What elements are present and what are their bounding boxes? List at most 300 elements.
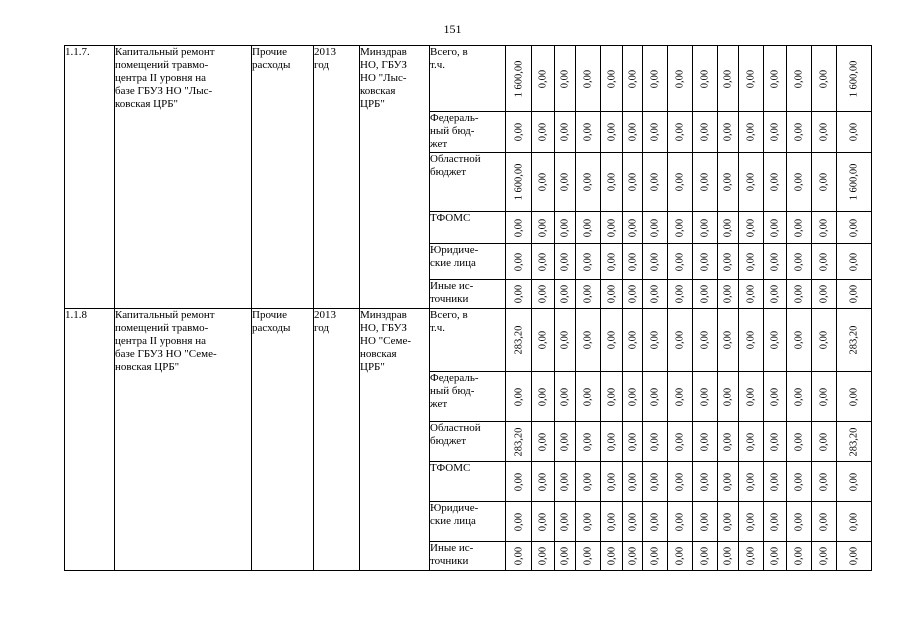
value-cell: [555, 422, 576, 462]
value-text: 0,00: [793, 218, 805, 237]
value-cell: [623, 280, 643, 309]
value-cell: [718, 462, 739, 502]
value-cell: [506, 422, 532, 462]
table-row: [65, 46, 872, 112]
value-text: 0,00: [559, 69, 571, 88]
entry-year: 2013 год: [314, 309, 360, 571]
value-text: 0,00: [793, 432, 805, 451]
value-cell: [576, 112, 601, 153]
value-text: 0,00: [559, 512, 571, 531]
value-cell: [643, 422, 668, 462]
value-text: 0,00: [699, 512, 711, 531]
value-text: 0,00: [537, 284, 549, 304]
value-text: 0,00: [559, 252, 571, 271]
value-text: 0,00: [627, 122, 638, 142]
value-text: 0,00: [606, 512, 617, 531]
value-cell: [506, 372, 532, 422]
value-cell: [787, 244, 812, 280]
value-text: 0,00: [582, 252, 594, 271]
entry-executor: Минздрав НО, ГБУЗ НО "Лыс- ковская ЦРБ": [360, 46, 430, 309]
value-cell: [718, 372, 739, 422]
value-text: 0,00: [793, 512, 805, 531]
value-cell: [787, 212, 812, 244]
value-text: 0,00: [769, 472, 781, 491]
value-cell: [601, 502, 623, 542]
value-cell: [668, 462, 693, 502]
value-text: 0,00: [674, 218, 686, 237]
value-cell: [812, 153, 837, 212]
value-text: 0,00: [818, 330, 830, 350]
value-cell: [532, 542, 555, 571]
value-cell: [555, 112, 576, 153]
value-text: 1 600,00: [513, 163, 524, 201]
value-cell: [764, 280, 787, 309]
value-cell: [837, 153, 872, 212]
value-cell: [668, 422, 693, 462]
value-text: 0,00: [818, 284, 830, 304]
value-text: 0,00: [606, 330, 617, 350]
value-cell: [623, 212, 643, 244]
value-cell: [837, 46, 872, 112]
value-cell: [623, 112, 643, 153]
value-text: 0,00: [745, 172, 757, 192]
value-cell: [532, 112, 555, 153]
value-cell: [764, 46, 787, 112]
value-cell: [576, 372, 601, 422]
value-cell: [718, 112, 739, 153]
value-cell: [532, 46, 555, 112]
value-cell: [601, 280, 623, 309]
value-cell: [739, 542, 764, 571]
value-text: 0,00: [745, 69, 757, 88]
value-text: 0,00: [606, 218, 617, 237]
value-cell: [837, 462, 872, 502]
value-cell: [787, 46, 812, 112]
value-text: 0,00: [627, 69, 638, 88]
value-cell: [532, 422, 555, 462]
value-text: 0,00: [745, 387, 757, 406]
expense-type: Прочие расходы: [252, 309, 314, 571]
value-cell: [787, 280, 812, 309]
value-text: 0,00: [699, 330, 711, 350]
value-cell: [506, 280, 532, 309]
value-text: 0,00: [722, 472, 734, 491]
value-cell: [837, 244, 872, 280]
value-cell: [693, 212, 718, 244]
value-cell: [718, 309, 739, 372]
value-cell: [764, 542, 787, 571]
value-cell: [693, 462, 718, 502]
value-text: 0,00: [606, 172, 617, 192]
value-text: 0,00: [674, 284, 686, 304]
value-text: 0,00: [649, 252, 661, 271]
value-text: 283,20: [848, 325, 860, 355]
value-cell: [764, 153, 787, 212]
value-text: 0,00: [793, 69, 805, 88]
value-cell: [739, 462, 764, 502]
value-text: 0,00: [649, 218, 661, 237]
value-cell: [668, 309, 693, 372]
value-text: 0,00: [699, 387, 711, 406]
value-text: 0,00: [722, 122, 734, 142]
value-text: 0,00: [627, 546, 638, 566]
value-text: 283,20: [513, 427, 524, 456]
value-cell: [601, 244, 623, 280]
value-text: 0,00: [699, 284, 711, 304]
value-cell: [764, 309, 787, 372]
value-text: 0,00: [537, 218, 549, 237]
value-text: 0,00: [674, 432, 686, 451]
value-cell: [787, 462, 812, 502]
value-cell: [739, 280, 764, 309]
value-text: 0,00: [848, 512, 860, 531]
entry-name: Капитальный ремонт помещений травмо- центра II уровня на базе ГБУЗ НО "Лыс- ковская ЦРБ": [115, 46, 252, 309]
value-cell: [506, 309, 532, 372]
value-text: 0,00: [745, 122, 757, 142]
value-text: 0,00: [537, 472, 549, 491]
value-text: 0,00: [627, 252, 638, 271]
value-cell: [718, 280, 739, 309]
value-text: 0,00: [537, 69, 549, 88]
value-text: 0,00: [513, 546, 524, 566]
value-cell: [812, 502, 837, 542]
value-text: 0,00: [606, 546, 617, 566]
value-text: 0,00: [699, 122, 711, 142]
value-text: 0,00: [699, 546, 711, 566]
value-cell: [718, 244, 739, 280]
value-cell: [837, 280, 872, 309]
value-text: 0,00: [627, 387, 638, 406]
value-text: 0,00: [722, 330, 734, 350]
value-cell: [668, 212, 693, 244]
value-cell: [623, 502, 643, 542]
funding-source-label: ТФОМС: [430, 212, 506, 244]
value-text: 0,00: [722, 432, 734, 451]
value-text: 0,00: [769, 432, 781, 451]
value-cell: [812, 46, 837, 112]
value-cell: [576, 542, 601, 571]
value-text: 0,00: [537, 512, 549, 531]
value-cell: [668, 542, 693, 571]
value-cell: [623, 309, 643, 372]
value-text: 0,00: [537, 172, 549, 192]
value-text: 0,00: [649, 546, 661, 566]
value-cell: [643, 46, 668, 112]
value-cell: [643, 309, 668, 372]
value-text: 0,00: [722, 512, 734, 531]
value-cell: [576, 153, 601, 212]
value-cell: [643, 462, 668, 502]
value-text: 0,00: [769, 122, 781, 142]
value-text: 0,00: [793, 330, 805, 350]
value-cell: [693, 244, 718, 280]
value-cell: [718, 212, 739, 244]
value-cell: [601, 46, 623, 112]
value-text: 0,00: [674, 472, 686, 491]
value-cell: [532, 502, 555, 542]
value-cell: [812, 309, 837, 372]
value-cell: [668, 244, 693, 280]
value-cell: [555, 462, 576, 502]
funding-source-label: Юридиче- ские лица: [430, 244, 506, 280]
value-text: 0,00: [582, 387, 594, 406]
value-cell: [668, 502, 693, 542]
value-cell: [812, 212, 837, 244]
value-cell: [693, 280, 718, 309]
value-cell: [837, 372, 872, 422]
value-text: 0,00: [848, 218, 860, 237]
value-text: 0,00: [699, 218, 711, 237]
value-cell: [576, 244, 601, 280]
value-text: 1 600,00: [513, 60, 524, 97]
value-text: 0,00: [848, 252, 860, 271]
value-cell: [739, 502, 764, 542]
value-text: 0,00: [649, 387, 661, 406]
value-text: 0,00: [649, 284, 661, 304]
value-text: 0,00: [745, 432, 757, 451]
value-cell: [506, 46, 532, 112]
value-text: 0,00: [818, 218, 830, 237]
value-cell: [643, 112, 668, 153]
funding-source-label: Федераль- ный бюд- жет: [430, 112, 506, 153]
value-cell: [668, 280, 693, 309]
value-cell: [576, 46, 601, 112]
value-text: 0,00: [582, 122, 594, 142]
value-cell: [506, 112, 532, 153]
page-number: 151: [443, 22, 462, 36]
value-text: 0,00: [848, 284, 860, 304]
value-cell: [576, 212, 601, 244]
value-text: 0,00: [818, 69, 830, 88]
value-cell: [764, 112, 787, 153]
value-cell: [693, 502, 718, 542]
value-text: 0,00: [769, 69, 781, 88]
value-cell: [668, 372, 693, 422]
value-cell: [601, 112, 623, 153]
value-cell: [718, 422, 739, 462]
value-cell: [532, 462, 555, 502]
value-text: 0,00: [674, 172, 686, 192]
funding-source-label: Федераль- ный бюд- жет: [430, 372, 506, 422]
value-text: 0,00: [513, 252, 524, 271]
value-cell: [693, 46, 718, 112]
funding-source-label: Областной бюджет: [430, 153, 506, 212]
value-text: 0,00: [559, 472, 571, 491]
value-text: 0,00: [559, 122, 571, 142]
value-cell: [668, 112, 693, 153]
value-cell: [601, 422, 623, 462]
value-text: 0,00: [559, 284, 571, 304]
value-text: 0,00: [559, 218, 571, 237]
value-text: 0,00: [649, 512, 661, 531]
value-text: 0,00: [848, 546, 860, 566]
value-cell: [812, 112, 837, 153]
value-cell: [812, 280, 837, 309]
value-text: 0,00: [745, 512, 757, 531]
value-text: 0,00: [537, 432, 549, 451]
value-cell: [576, 502, 601, 542]
value-cell: [555, 502, 576, 542]
value-cell: [601, 462, 623, 502]
value-cell: [576, 309, 601, 372]
value-text: 0,00: [627, 432, 638, 451]
value-cell: [739, 372, 764, 422]
value-cell: [739, 212, 764, 244]
value-text: 0,00: [745, 252, 757, 271]
table-row: [65, 309, 872, 372]
value-text: 0,00: [559, 546, 571, 566]
value-text: 0,00: [793, 472, 805, 491]
value-text: 0,00: [513, 512, 524, 531]
value-cell: [693, 309, 718, 372]
value-text: 1 600,00: [848, 60, 860, 97]
value-text: 0,00: [848, 122, 860, 142]
value-cell: [532, 153, 555, 212]
value-text: 0,00: [606, 284, 617, 304]
value-text: 0,00: [627, 512, 638, 531]
value-text: 0,00: [582, 284, 594, 304]
value-text: 0,00: [649, 122, 661, 142]
value-cell: [837, 212, 872, 244]
value-cell: [668, 153, 693, 212]
value-cell: [506, 542, 532, 571]
value-cell: [718, 153, 739, 212]
value-text: 0,00: [582, 546, 594, 566]
value-text: 0,00: [818, 172, 830, 192]
value-text: 0,00: [722, 387, 734, 406]
value-cell: [601, 309, 623, 372]
value-text: 0,00: [606, 122, 617, 142]
funding-source-label: ТФОМС: [430, 462, 506, 502]
value-text: 0,00: [627, 472, 638, 491]
value-text: 0,00: [627, 330, 638, 350]
value-text: 0,00: [793, 122, 805, 142]
value-text: 0,00: [818, 432, 830, 451]
value-cell: [506, 244, 532, 280]
value-cell: [812, 462, 837, 502]
value-cell: [623, 422, 643, 462]
value-cell: [764, 212, 787, 244]
value-cell: [576, 280, 601, 309]
value-cell: [555, 212, 576, 244]
value-text: 0,00: [818, 252, 830, 271]
value-cell: [555, 372, 576, 422]
entry-code: 1.1.7.: [65, 46, 115, 309]
value-cell: [601, 372, 623, 422]
value-text: 0,00: [818, 512, 830, 531]
value-text: 0,00: [793, 546, 805, 566]
value-cell: [764, 372, 787, 422]
value-text: 0,00: [559, 432, 571, 451]
value-cell: [739, 309, 764, 372]
value-text: 0,00: [722, 546, 734, 566]
value-text: 0,00: [722, 69, 734, 88]
value-cell: [532, 372, 555, 422]
value-cell: [764, 422, 787, 462]
value-text: 0,00: [606, 472, 617, 491]
value-text: 0,00: [699, 252, 711, 271]
funding-source-label: Иные ис- точники: [430, 542, 506, 571]
value-text: 0,00: [649, 432, 661, 451]
value-text: 0,00: [559, 172, 571, 192]
value-text: 0,00: [649, 172, 661, 192]
value-cell: [693, 153, 718, 212]
value-cell: [601, 542, 623, 571]
value-text: 283,20: [848, 427, 860, 456]
value-text: 0,00: [722, 252, 734, 271]
value-text: 0,00: [793, 284, 805, 304]
value-text: 0,00: [513, 284, 524, 304]
value-text: 0,00: [606, 252, 617, 271]
value-cell: [787, 422, 812, 462]
value-text: 0,00: [769, 512, 781, 531]
value-text: 0,00: [769, 218, 781, 237]
value-text: 0,00: [513, 472, 524, 491]
value-cell: [643, 542, 668, 571]
value-cell: [506, 153, 532, 212]
value-text: 0,00: [745, 472, 757, 491]
value-text: 0,00: [627, 218, 638, 237]
value-text: 0,00: [745, 218, 757, 237]
value-text: 0,00: [722, 172, 734, 192]
value-text: 0,00: [818, 546, 830, 566]
funding-source-label: Областной бюджет: [430, 422, 506, 462]
value-text: 0,00: [537, 252, 549, 271]
value-cell: [787, 372, 812, 422]
value-text: 0,00: [537, 122, 549, 142]
value-text: 1 600,00: [848, 163, 860, 201]
value-text: 283,20: [513, 325, 524, 355]
value-text: 0,00: [722, 284, 734, 304]
value-cell: [623, 542, 643, 571]
budget-table: [64, 45, 872, 571]
value-cell: [739, 153, 764, 212]
value-text: 0,00: [699, 172, 711, 192]
value-cell: [787, 112, 812, 153]
value-text: 0,00: [699, 69, 711, 88]
value-cell: [576, 422, 601, 462]
value-text: 0,00: [818, 472, 830, 491]
expense-type: Прочие расходы: [252, 46, 314, 309]
value-cell: [623, 46, 643, 112]
value-cell: [764, 244, 787, 280]
value-cell: [601, 153, 623, 212]
value-text: 0,00: [513, 122, 524, 142]
value-text: 0,00: [649, 472, 661, 491]
value-cell: [623, 153, 643, 212]
value-cell: [812, 422, 837, 462]
value-cell: [739, 422, 764, 462]
value-text: 0,00: [674, 252, 686, 271]
value-cell: [764, 502, 787, 542]
value-cell: [739, 46, 764, 112]
value-text: 0,00: [559, 387, 571, 406]
value-text: 0,00: [769, 387, 781, 406]
value-cell: [555, 280, 576, 309]
value-text: 0,00: [513, 218, 524, 237]
value-cell: [837, 309, 872, 372]
value-cell: [812, 542, 837, 571]
value-cell: [693, 542, 718, 571]
value-text: 0,00: [513, 387, 524, 406]
value-text: 0,00: [674, 546, 686, 566]
value-text: 0,00: [582, 432, 594, 451]
value-text: 0,00: [537, 387, 549, 406]
value-text: 0,00: [537, 330, 549, 350]
value-text: 0,00: [649, 330, 661, 350]
value-text: 0,00: [582, 330, 594, 350]
value-cell: [764, 462, 787, 502]
